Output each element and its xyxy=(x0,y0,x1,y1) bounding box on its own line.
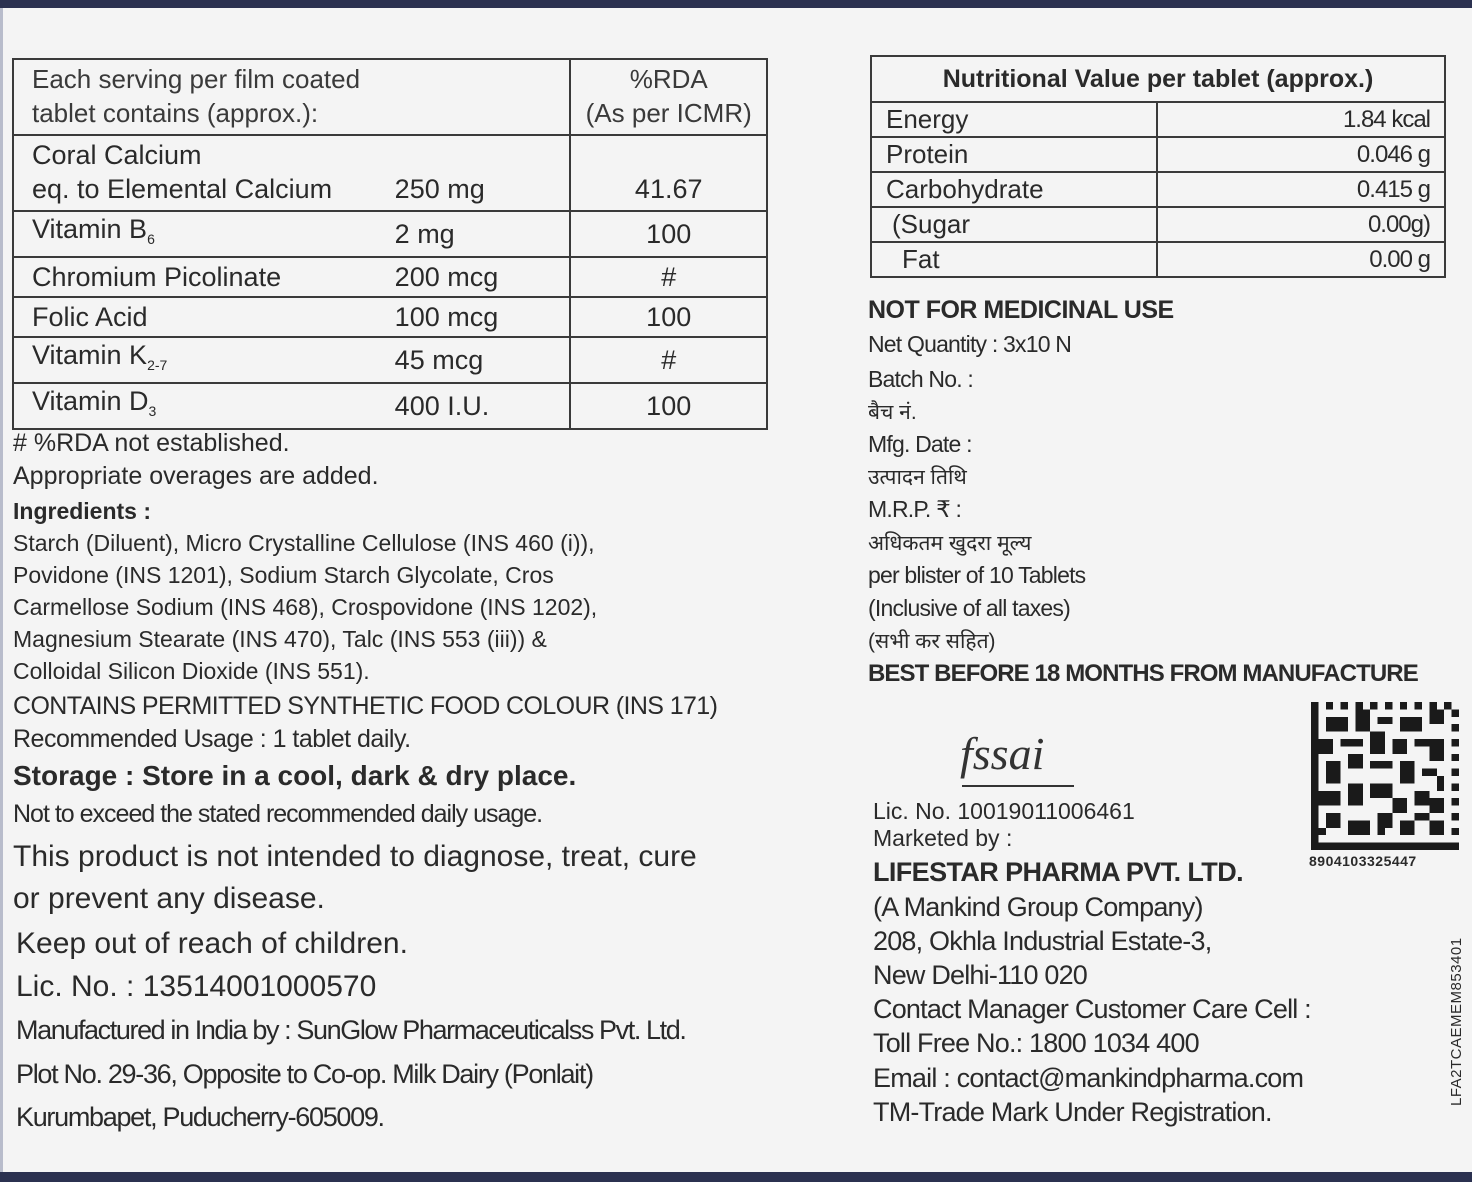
table-row xyxy=(871,207,1445,242)
net-quantity: Net Quantity : 3x10 N xyxy=(868,331,1072,357)
disclaimer-line1: This product is not intended to diagnose, treat, cure xyxy=(13,840,697,873)
nutrient-label: (Sugar xyxy=(871,207,1157,242)
nutrient-value: 0.00 g xyxy=(1157,242,1445,277)
coral-rda: 41.67 xyxy=(634,174,703,204)
row-name: Vitamin K xyxy=(32,340,148,370)
mrp-hindi: अधिकतम खुदरा मूल्य xyxy=(868,532,1032,555)
trademark-note: TM-Trade Mark Under Registration. xyxy=(873,1097,1272,1127)
coral-line2: eq. to Elemental Calcium xyxy=(32,174,333,204)
bottom-border xyxy=(0,1172,1472,1182)
ingredient-rda: 100 xyxy=(570,211,767,257)
address-line2: New Delhi-110 020 xyxy=(873,960,1088,990)
ingredients-line: Magnesium Stearate (INS 470), Talc (INS 553 (iii)) & xyxy=(13,626,547,652)
composition-header-right xyxy=(570,59,767,135)
vertical-batch-code: LFA2TCAEMEM853401 xyxy=(1448,937,1465,1106)
nutrient-label: Energy xyxy=(871,102,1157,137)
usage-note: Recommended Usage : 1 tablet daily. xyxy=(13,725,411,753)
ingredient-qty: 200 mcg xyxy=(395,257,571,297)
coral-qty: 250 mg xyxy=(394,174,485,204)
header-left-line2: tablet contains (approx.): xyxy=(32,98,319,128)
ingredient-name xyxy=(13,257,395,297)
mfg-date-hindi: उत्पादन तिथि xyxy=(868,466,967,489)
batch-no-hindi: बैच नं. xyxy=(868,401,917,424)
row-sub: 6 xyxy=(147,231,155,247)
ingredient-rda xyxy=(570,135,767,211)
ingredient-rda: 100 xyxy=(570,297,767,337)
table-row xyxy=(13,211,767,257)
composition-table xyxy=(12,58,768,430)
fssai-license: Lic. No. 10019011006461 xyxy=(873,798,1135,824)
manufacturer-lic: Lic. No. : 13514001000570 xyxy=(16,970,377,1003)
toll-free: Toll Free No.: 1800 1034 400 xyxy=(873,1028,1199,1058)
best-before: BEST BEFORE 18 MONTHS FROM MANUFACTURE xyxy=(868,660,1418,687)
manufacturer-line1: Manufactured in India by : SunGlow Pharmaceuticalss Pvt. Ltd. xyxy=(16,1015,686,1045)
table-row xyxy=(13,337,767,383)
composition-header-left xyxy=(13,59,570,135)
table-row xyxy=(871,102,1445,137)
inclusive-taxes: (Inclusive of all taxes) xyxy=(868,595,1070,621)
table-row xyxy=(13,383,767,429)
table-row xyxy=(13,135,767,211)
ingredient-rda: # xyxy=(570,337,767,383)
overages-note: Appropriate overages are added. xyxy=(13,462,379,490)
batch-no: Batch No. : xyxy=(868,366,973,392)
rda-note: # %RDA not established. xyxy=(13,429,290,457)
food-colour-note: CONTAINS PERMITTED SYNTHETIC FOOD COLOUR (INS 171) xyxy=(13,692,718,720)
left-border xyxy=(0,8,3,1172)
fssai-logo: fssai xyxy=(960,728,1045,779)
ingredients-line: Colloidal Silicon Dioxide (INS 551). xyxy=(13,658,370,684)
fssai-underline xyxy=(962,785,1074,787)
row-sub: 3 xyxy=(148,403,157,419)
contact-manager: Contact Manager Customer Care Cell : xyxy=(873,994,1311,1024)
coral-line1: Coral Calcium xyxy=(32,140,202,170)
nutrient-label: Fat xyxy=(871,242,1157,277)
ingredient-rda: # xyxy=(570,257,767,297)
company-name: LIFESTAR PHARMA PVT. LTD. xyxy=(873,857,1243,887)
manufacturer-line3: Kurumbapet, Puducherry-605009. xyxy=(16,1102,384,1132)
row-sub: 2-7 xyxy=(147,357,168,373)
row-name: Chromium Picolinate xyxy=(32,262,282,292)
top-border xyxy=(0,0,1472,8)
nutrient-label: Carbohydrate xyxy=(871,172,1157,207)
row-name: Vitamin D xyxy=(32,386,149,416)
table-row xyxy=(871,137,1445,172)
nutrition-header-row xyxy=(871,56,1445,102)
contact-email: Email : contact@mankindpharma.com xyxy=(873,1063,1304,1093)
ingredient-name xyxy=(13,337,395,383)
storage-note: Storage : Store in a cool, dark & dry place. xyxy=(13,760,577,791)
nutrient-value: 1.84 kcal xyxy=(1157,102,1445,137)
nutrient-value: 0.00g) xyxy=(1157,207,1445,242)
composition-header-row xyxy=(13,59,767,135)
inclusive-taxes-hindi: (सभी कर सहित) xyxy=(868,630,996,653)
mrp: M.R.P. ₹ : xyxy=(868,496,962,522)
ingredient-qty: 400 I.U. xyxy=(395,383,571,429)
disclaimer-line2: or prevent any disease. xyxy=(13,882,325,915)
header-right-line2: (As per ICMR) xyxy=(585,98,752,128)
mfg-date: Mfg. Date : xyxy=(868,431,972,457)
per-blister: per blister of 10 Tablets xyxy=(868,562,1086,588)
nutrition-table xyxy=(870,55,1446,278)
ingredients-label: Ingredients : xyxy=(13,498,152,524)
nutrient-label: Protein xyxy=(871,137,1157,172)
address-line1: 208, Okhla Industrial Estate-3, xyxy=(873,926,1212,956)
row-name: Folic Acid xyxy=(32,302,148,332)
not-medicinal-note: NOT FOR MEDICINAL USE xyxy=(868,296,1174,324)
ingredient-qty: 45 mcg xyxy=(395,337,571,383)
marketed-by: Marketed by : xyxy=(873,825,1013,851)
table-row xyxy=(13,297,767,337)
ingredient-qty: 100 mcg xyxy=(395,297,571,337)
ingredient-rda: 100 xyxy=(570,383,767,429)
ingredients-line: Carmellose Sodium (INS 468), Crospovidone (INS 1202), xyxy=(13,594,598,620)
nutrient-value: 0.046 g xyxy=(1157,137,1445,172)
barcode-number: 8904103325447 xyxy=(1309,853,1417,869)
not-exceed-note: Not to exceed the stated recommended daily usage. xyxy=(13,800,543,828)
datamatrix-barcode xyxy=(1309,702,1461,850)
header-left-line1: Each serving per film coated xyxy=(32,64,361,94)
table-row xyxy=(871,172,1445,207)
ingredient-name xyxy=(13,135,395,211)
nutrition-header: Nutritional Value per tablet (approx.) xyxy=(871,56,1445,102)
ingredient-qty: 2 mg xyxy=(395,211,571,257)
header-right-line1: %RDA xyxy=(629,64,708,94)
company-group: (A Mankind Group Company) xyxy=(873,892,1203,922)
ingredients-line: Povidone (INS 1201), Sodium Starch Glycolate, Cros xyxy=(13,562,554,588)
ingredient-name xyxy=(13,211,395,257)
ingredient-name xyxy=(13,297,395,337)
manufacturer-line2: Plot No. 29-36, Opposite to Co-op. Milk Dairy (Ponlait) xyxy=(16,1059,593,1089)
ingredient-qty xyxy=(395,135,571,211)
nutrient-value: 0.415 g xyxy=(1157,172,1445,207)
keep-out-note: Keep out of reach of children. xyxy=(16,927,408,960)
table-row xyxy=(871,242,1445,277)
ingredients-line: Starch (Diluent), Micro Crystalline Cellulose (INS 460 (i)), xyxy=(13,530,595,556)
ingredient-name xyxy=(13,383,395,429)
row-name: Vitamin B xyxy=(32,214,148,244)
table-row xyxy=(13,257,767,297)
